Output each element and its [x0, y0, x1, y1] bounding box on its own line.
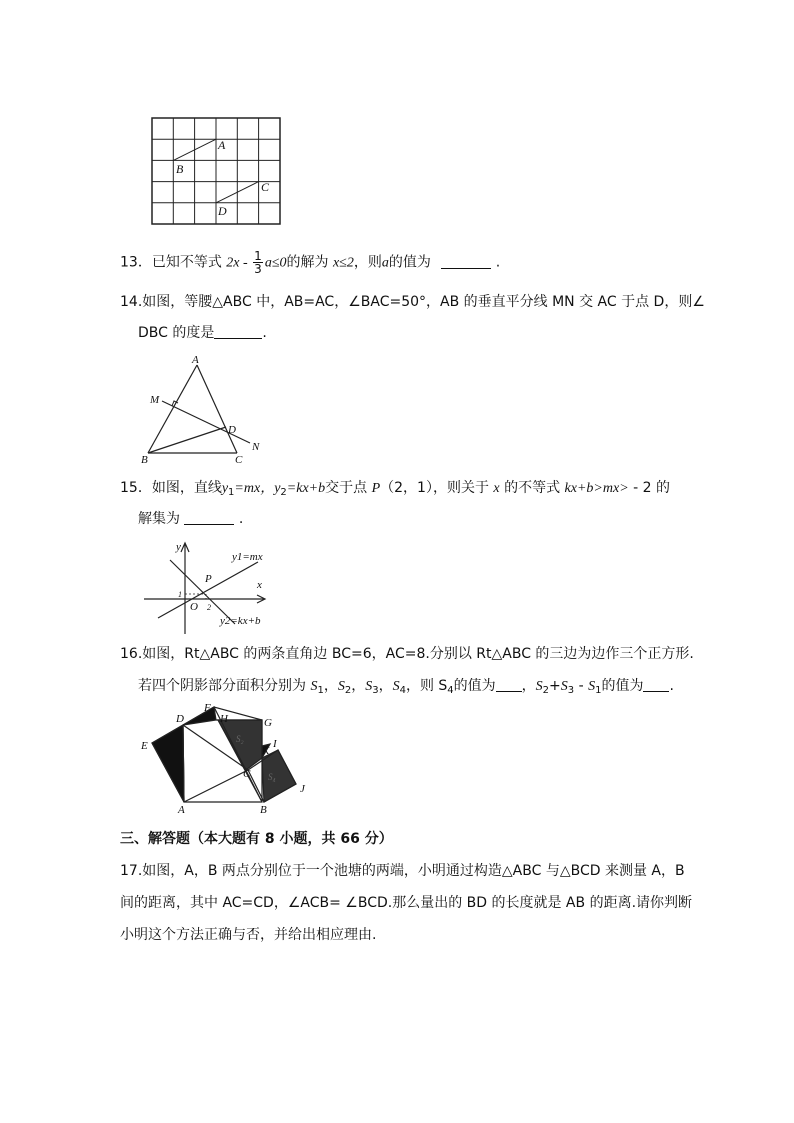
label-n: N — [252, 441, 260, 453]
answer-blank-14[interactable] — [214, 324, 262, 339]
tick-1: 1 — [178, 590, 182, 599]
label-d: D — [228, 424, 236, 436]
question-16-line-2: 若四个阴影部分面积分别为 $S_1$，$S_2$，$S_3$，$S_4$，则 $S_4$的值为 ，$S_2+S_3 - S_1$的值为 . — [138, 678, 674, 696]
origin-label: O — [190, 601, 198, 613]
label-b: B — [176, 162, 184, 176]
line-y1-label: y1=mx — [232, 551, 263, 563]
y-axis-label: y — [176, 541, 181, 553]
coordinate-figure-15 — [140, 538, 290, 638]
label-f: F — [204, 702, 211, 714]
label-a: A — [218, 138, 226, 152]
question-13: 13．已知不等式 2x - $\frac{1}{3}$ a≤0的解为 x≤2，则a的值为 . — [120, 249, 501, 276]
label-b: B — [141, 454, 148, 466]
question-17-line-1: 17.如图，A，B 两点分别位于一个池塘的两端，小明通过构造△ABC 与△BCD 来测量 A，B — [120, 863, 685, 879]
label-a: A — [178, 804, 185, 816]
label-h: H — [220, 713, 228, 725]
label-a: A — [192, 354, 199, 366]
question-14-line-1: 14.如图，等腰△ABC 中，AB=AC，∠BAC=50°，AB 的垂直平分线 MN 交 AC 于点 D，则∠ — [120, 294, 705, 310]
x-axis-label: x — [257, 579, 262, 591]
label-s4-region: S₄ — [268, 772, 276, 782]
question-15-line-1: 15．如图，直线$y_1=mx$，$y_2=kx+b$交于点 P（2，1），则关于 x 的不等式 kx+b>mx> - 2 的 — [120, 480, 670, 498]
label-c: C — [243, 768, 251, 780]
label-c: C — [261, 180, 270, 194]
triangle-figure-14 — [140, 355, 270, 465]
tick-2: 2 — [207, 603, 211, 612]
answer-blank-15[interactable] — [184, 510, 234, 525]
point-p-label: P — [205, 573, 212, 585]
label-g: G — [264, 717, 272, 729]
label-e: E — [141, 740, 148, 752]
question-17-line-2: 间的距离，其中 AC=CD，∠ACB= ∠BCD.那么量出的 BD 的长度就是 AB 的距离.请你判断 — [120, 895, 693, 911]
fraction-one-third: $\frac{1}{3}$ — [254, 249, 262, 276]
label-d: D — [176, 713, 184, 725]
answer-blank-16b[interactable] — [643, 677, 669, 692]
answer-blank-16a[interactable] — [496, 677, 522, 692]
label-s2-region: S₂ — [236, 734, 244, 744]
answer-blank-13[interactable] — [441, 254, 491, 269]
label-b: B — [260, 804, 267, 816]
label-k: K — [262, 745, 270, 757]
label-j: J — [300, 783, 305, 795]
question-14-line-2: DBC 的度是 . — [138, 325, 267, 341]
squares-figure-16 — [138, 700, 318, 815]
label-c: C — [235, 454, 243, 466]
section-3-heading: 三、解答题（本大题有 8 小题，共 66 分） — [120, 831, 393, 847]
question-17-line-3: 小明这个方法正确与否，并给出相应理由. — [120, 927, 377, 943]
label-m: M — [150, 394, 160, 406]
shaded-s1 — [152, 725, 184, 802]
question-16-line-1: 16.如图，Rt△ABC 的两条直角边 BC=6，AC=8.分别以 Rt△ABC 的三边为边作三个正方形. — [120, 646, 694, 662]
label-d: D — [218, 204, 227, 218]
line-y2-label: y2=kx+b — [220, 615, 261, 627]
grid-figure — [150, 116, 282, 226]
question-15-line-2: 解集为 . — [138, 511, 244, 527]
label-i: I — [273, 738, 277, 750]
